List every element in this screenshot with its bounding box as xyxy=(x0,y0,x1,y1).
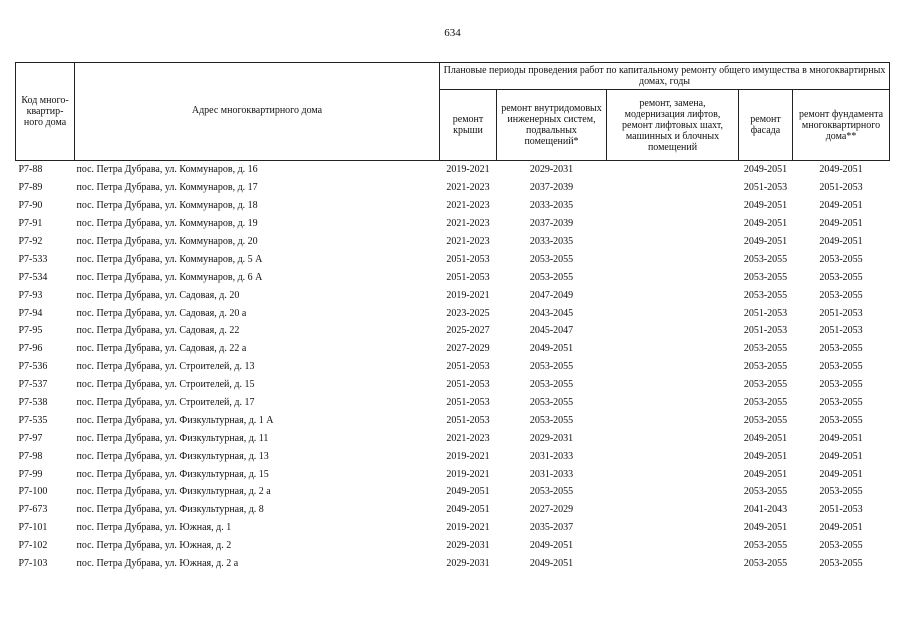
cell-address: пос. Петра Дубрава, ул. Коммунаров, д. 18 xyxy=(76,200,258,212)
cell-engineering: 2031-2033 xyxy=(529,468,574,480)
cell-foundation: 2053-2055 xyxy=(819,540,863,552)
cell-foundation: 2053-2055 xyxy=(819,343,863,355)
page-number: 634 xyxy=(444,27,461,39)
cell-roof: 2021-2023 xyxy=(446,236,490,247)
cell-facade: 2049-2051 xyxy=(743,450,788,462)
cell-facade: 2053-2055 xyxy=(743,289,788,301)
cell-engineering: 2049-2051 xyxy=(529,540,574,552)
table-row xyxy=(16,394,890,412)
cell-elevators xyxy=(607,465,739,483)
cell-roof: 2023-2025 xyxy=(446,307,490,319)
cell-roof: 2049-2051 xyxy=(446,486,490,498)
cell-facade: 2049-2051 xyxy=(743,200,788,212)
cell-elevators xyxy=(607,537,739,555)
cell-code: Р7-90 xyxy=(18,200,43,212)
cell-foundation: 2051-2053 xyxy=(819,325,863,337)
table-row xyxy=(16,322,890,340)
table-row xyxy=(16,429,890,447)
cell-elevators xyxy=(607,483,739,501)
header-periods-group: Плановые периоды проведения работ по капитальному ремонту общего имущества в многоквартирных домах, годы xyxy=(440,63,890,90)
cell-foundation: 2049-2051 xyxy=(819,432,863,444)
cell-engineering: 2053-2055 xyxy=(529,379,574,391)
cell-facade: 2051-2053 xyxy=(743,307,788,319)
cell-address: пос. Петра Дубрава, ул. Коммунаров, д. 19 xyxy=(76,218,258,230)
cell-code: Р7-536 xyxy=(18,361,48,373)
cell-code: Р7-95 xyxy=(18,325,43,337)
cell-facade: 2051-2053 xyxy=(743,182,788,194)
cell-address: пос. Петра Дубрава, ул. Физкультурная, д. 13 xyxy=(76,450,269,462)
cell-address: пос. Петра Дубрава, ул. Физкультурная, д. 11 xyxy=(76,432,269,444)
cell-engineering: 2035-2037 xyxy=(529,522,574,534)
cell-facade: 2053-2055 xyxy=(743,379,788,391)
cell-foundation: 2049-2051 xyxy=(819,164,863,176)
cell-code: Р7-94 xyxy=(18,307,43,319)
cell-elevators xyxy=(607,555,739,573)
cell-address: пос. Петра Дубрава, ул. Коммунаров, д. 5 А xyxy=(76,253,263,265)
cell-roof: 2021-2023 xyxy=(446,218,490,230)
cell-code: Р7-100 xyxy=(18,486,48,498)
table-row xyxy=(16,483,890,501)
cell-code: Р7-89 xyxy=(18,182,43,194)
table-row xyxy=(16,268,890,286)
cell-engineering: 2027-2029 xyxy=(529,504,574,516)
table-row xyxy=(16,519,890,537)
cell-elevators xyxy=(607,233,739,251)
cell-elevators xyxy=(607,197,739,215)
cell-elevators xyxy=(607,411,739,429)
header-roof: ремонт крыши xyxy=(440,90,497,161)
cell-foundation: 2053-2055 xyxy=(819,361,863,373)
cell-roof: 2019-2021 xyxy=(446,468,490,480)
cell-engineering: 2043-2045 xyxy=(529,307,574,319)
cell-elevators xyxy=(607,501,739,519)
table-row xyxy=(16,286,890,304)
cell-elevators xyxy=(607,429,739,447)
cell-address: пос. Петра Дубрава, ул. Физкультурная, д. 15 xyxy=(76,468,269,480)
cell-roof: 2025-2027 xyxy=(446,325,490,337)
header-engineering: ремонт внутридомовых инженерных систем, подвальных помещений* xyxy=(497,90,607,161)
cell-address: пос. Петра Дубрава, ул. Коммунаров, д. 20 xyxy=(76,236,258,247)
cell-code: Р7-97 xyxy=(18,432,43,444)
cell-foundation: 2053-2055 xyxy=(819,397,863,409)
cell-facade: 2053-2055 xyxy=(743,271,788,283)
cell-code: Р7-533 xyxy=(18,253,48,265)
capital-repair-table xyxy=(15,62,890,572)
cell-elevators xyxy=(607,179,739,197)
table-row xyxy=(16,161,890,179)
table-row xyxy=(16,376,890,394)
table-header xyxy=(16,63,890,161)
cell-elevators xyxy=(607,376,739,394)
cell-facade: 2053-2055 xyxy=(743,343,788,355)
table-row xyxy=(16,304,890,322)
cell-address: пос. Петра Дубрава, ул. Южная, д. 2 xyxy=(76,540,232,552)
table-row xyxy=(16,501,890,519)
cell-facade: 2051-2053 xyxy=(743,325,788,337)
cell-code: Р7-99 xyxy=(18,468,43,480)
cell-code: Р7-96 xyxy=(18,343,43,355)
cell-engineering: 2053-2055 xyxy=(529,361,574,373)
cell-foundation: 2051-2053 xyxy=(819,307,863,319)
header-elevators: ремонт, замена, модернизация лифтов, ремонт лифтовых шахт, машинных и блочных помещений xyxy=(607,90,739,161)
cell-code: Р7-88 xyxy=(18,164,43,176)
cell-engineering: 2053-2055 xyxy=(529,414,574,426)
cell-address: пос. Петра Дубрава, ул. Садовая, д. 22 а xyxy=(76,343,247,355)
table-row xyxy=(16,179,890,197)
cell-roof: 2019-2021 xyxy=(446,164,490,176)
cell-engineering: 2053-2055 xyxy=(529,486,574,498)
cell-elevators xyxy=(607,447,739,465)
cell-roof: 2049-2051 xyxy=(446,504,490,516)
cell-engineering: 2049-2051 xyxy=(529,343,574,355)
cell-engineering: 2053-2055 xyxy=(529,271,574,283)
cell-foundation: 2053-2055 xyxy=(819,414,863,426)
cell-facade: 2053-2055 xyxy=(743,414,788,426)
cell-elevators xyxy=(607,215,739,233)
cell-facade: 2049-2051 xyxy=(743,432,788,444)
cell-engineering: 2045-2047 xyxy=(529,325,574,337)
cell-facade: 2049-2051 xyxy=(743,218,788,230)
cell-address: пос. Петра Дубрава, ул. Садовая, д. 22 xyxy=(76,325,240,337)
cell-foundation: 2049-2051 xyxy=(819,200,863,212)
cell-elevators xyxy=(607,358,739,376)
cell-elevators xyxy=(607,286,739,304)
cell-elevators xyxy=(607,394,739,412)
cell-roof: 2029-2031 xyxy=(446,558,490,570)
cell-engineering: 2029-2031 xyxy=(529,164,574,176)
cell-engineering: 2037-2039 xyxy=(529,182,574,194)
cell-facade: 2053-2055 xyxy=(743,558,788,570)
cell-foundation: 2053-2055 xyxy=(819,253,863,265)
table-row xyxy=(16,340,890,358)
cell-engineering: 2037-2039 xyxy=(529,218,574,230)
cell-roof: 2021-2023 xyxy=(446,200,490,212)
cell-code: Р7-673 xyxy=(18,504,48,516)
cell-engineering: 2053-2055 xyxy=(529,253,574,265)
cell-foundation: 2049-2051 xyxy=(819,522,863,534)
cell-facade: 2053-2055 xyxy=(743,486,788,498)
cell-facade: 2053-2055 xyxy=(743,540,788,552)
cell-code: Р7-534 xyxy=(18,271,48,283)
cell-code: Р7-535 xyxy=(18,414,48,426)
cell-engineering: 2033-2035 xyxy=(529,200,574,212)
cell-code: Р7-91 xyxy=(18,218,43,230)
cell-elevators xyxy=(607,250,739,268)
cell-engineering: 2053-2055 xyxy=(529,397,574,409)
cell-code: Р7-537 xyxy=(18,379,48,391)
cell-foundation: 2051-2053 xyxy=(819,182,863,194)
cell-facade: 2049-2051 xyxy=(743,522,788,534)
cell-elevators xyxy=(607,268,739,286)
cell-foundation: 2053-2055 xyxy=(819,486,863,498)
cell-foundation: 2053-2055 xyxy=(819,379,863,391)
cell-address: пос. Петра Дубрава, ул. Коммунаров, д. 17 xyxy=(76,182,258,194)
cell-foundation: 2049-2051 xyxy=(819,450,863,462)
cell-address: пос. Петра Дубрава, ул. Южная, д. 1 xyxy=(76,522,232,534)
cell-roof: 2019-2021 xyxy=(446,522,490,534)
cell-engineering: 2033-2035 xyxy=(529,236,574,247)
cell-engineering: 2029-2031 xyxy=(529,432,574,444)
cell-facade: 2049-2051 xyxy=(743,236,788,247)
cell-roof: 2021-2023 xyxy=(446,432,490,444)
cell-code: Р7-538 xyxy=(18,397,48,409)
cell-address: пос. Петра Дубрава, ул. Коммунаров, д. 16 xyxy=(76,164,258,176)
cell-code: Р7-101 xyxy=(18,522,48,534)
cell-roof: 2051-2053 xyxy=(446,361,490,373)
cell-foundation: 2053-2055 xyxy=(819,558,863,570)
cell-elevators xyxy=(607,322,739,340)
cell-engineering: 2049-2051 xyxy=(529,558,574,570)
cell-foundation: 2049-2051 xyxy=(819,218,863,230)
cell-roof: 2029-2031 xyxy=(446,540,490,552)
cell-foundation: 2049-2051 xyxy=(819,468,863,480)
cell-code: Р7-92 xyxy=(18,236,43,247)
cell-roof: 2051-2053 xyxy=(446,379,490,391)
header-facade: ремонт фасада xyxy=(739,90,793,161)
cell-address: пос. Петра Дубрава, ул. Строителей, д. 13 xyxy=(76,361,255,373)
header-foundation: ремонт фундамента многоквартирного дома** xyxy=(793,90,890,161)
cell-roof: 2021-2023 xyxy=(446,182,490,194)
table-row xyxy=(16,233,890,251)
table-row xyxy=(16,197,890,215)
cell-address: пос. Петра Дубрава, ул. Южная, д. 2 а xyxy=(76,558,239,570)
cell-roof: 2051-2053 xyxy=(446,253,490,265)
cell-foundation: 2051-2053 xyxy=(819,504,863,516)
cell-facade: 2053-2055 xyxy=(743,361,788,373)
cell-roof: 2019-2021 xyxy=(446,450,490,462)
cell-facade: 2041-2043 xyxy=(743,504,788,516)
cell-address: пос. Петра Дубрава, ул. Садовая, д. 20 xyxy=(76,289,240,301)
cell-address: пос. Петра Дубрава, ул. Коммунаров, д. 6 А xyxy=(76,271,263,283)
cell-elevators xyxy=(607,304,739,322)
cell-facade: 2053-2055 xyxy=(743,397,788,409)
cell-engineering: 2047-2049 xyxy=(529,289,574,301)
table-row xyxy=(16,447,890,465)
table-row xyxy=(16,537,890,555)
table-body xyxy=(16,161,890,573)
cell-code: Р7-93 xyxy=(18,289,43,301)
cell-code: Р7-103 xyxy=(18,558,48,570)
cell-foundation: 2049-2051 xyxy=(819,236,863,247)
cell-engineering: 2031-2033 xyxy=(529,450,574,462)
cell-address: пос. Петра Дубрава, ул. Садовая, д. 20 а xyxy=(76,307,247,319)
cell-facade: 2049-2051 xyxy=(743,164,788,176)
cell-roof: 2051-2053 xyxy=(446,397,490,409)
cell-address: пос. Петра Дубрава, ул. Физкультурная, д. 8 xyxy=(76,504,264,516)
cell-address: пос. Петра Дубрава, ул. Строителей, д. 15 xyxy=(76,379,255,391)
cell-roof: 2051-2053 xyxy=(446,414,490,426)
cell-address: пос. Петра Дубрава, ул. Строителей, д. 17 xyxy=(76,397,255,409)
table-row xyxy=(16,555,890,573)
cell-foundation: 2053-2055 xyxy=(819,289,863,301)
header-address: Адрес многоквартирного дома xyxy=(75,63,440,161)
cell-elevators xyxy=(607,519,739,537)
cell-roof: 2019-2021 xyxy=(446,289,490,301)
table-row xyxy=(16,465,890,483)
cell-facade: 2053-2055 xyxy=(743,253,788,265)
cell-foundation: 2053-2055 xyxy=(819,271,863,283)
table-row xyxy=(16,215,890,233)
cell-facade: 2049-2051 xyxy=(743,468,788,480)
cell-address: пос. Петра Дубрава, ул. Физкультурная, д. 2 а xyxy=(76,486,271,498)
cell-address: пос. Петра Дубрава, ул. Физкультурная, д. 1 А xyxy=(76,414,274,426)
header-code: Код много-квартир-ного дома xyxy=(16,63,75,161)
cell-elevators xyxy=(607,340,739,358)
table-row xyxy=(16,250,890,268)
cell-elevators xyxy=(607,161,739,179)
table-row xyxy=(16,411,890,429)
cell-roof: 2027-2029 xyxy=(446,343,490,355)
cell-code: Р7-102 xyxy=(18,540,48,552)
table-row xyxy=(16,358,890,376)
cell-code: Р7-98 xyxy=(18,450,43,462)
cell-roof: 2051-2053 xyxy=(446,271,490,283)
